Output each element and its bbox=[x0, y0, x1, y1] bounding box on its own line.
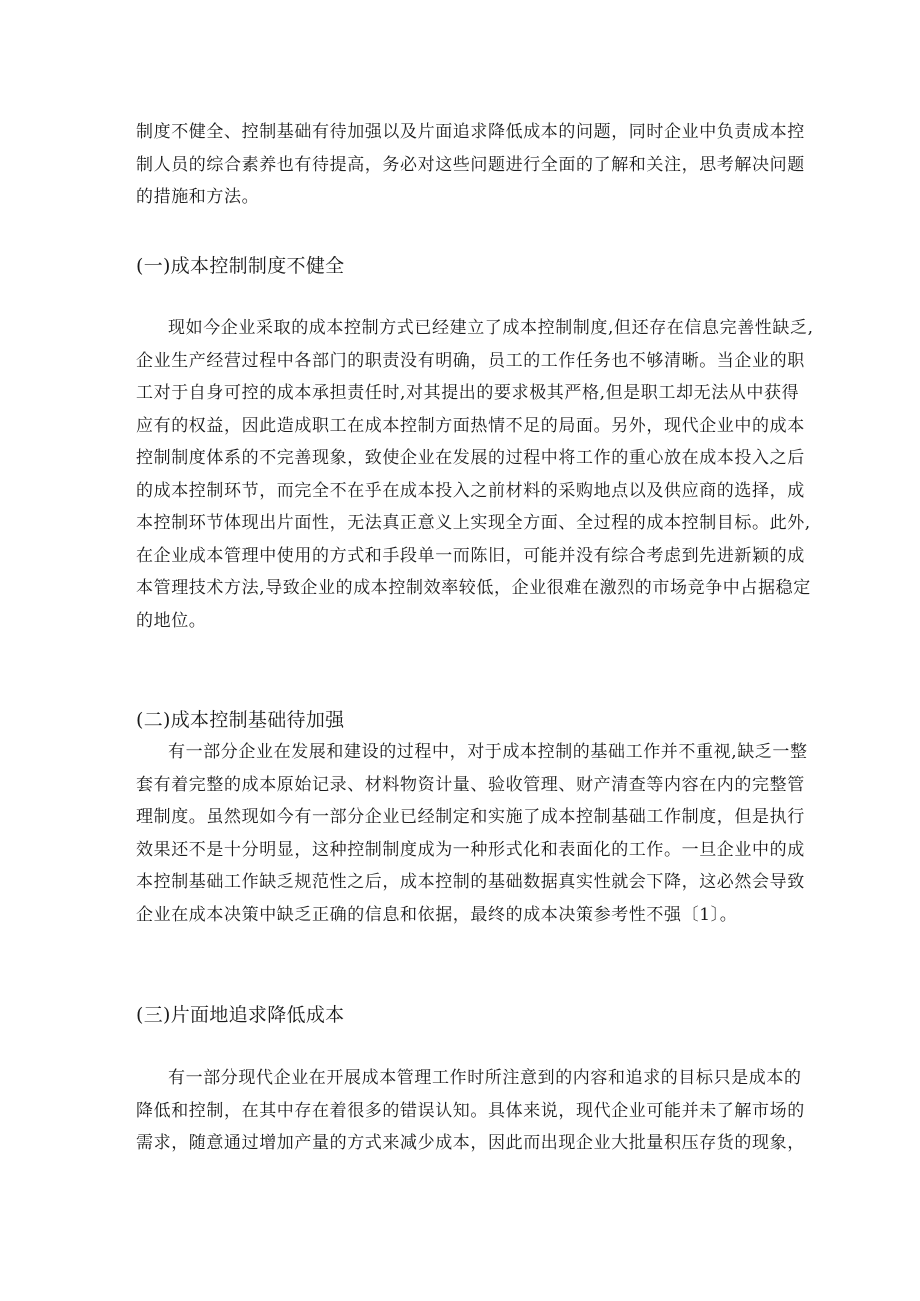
paragraph-line: 需求，随意通过增加产量的方式来减少成本，因此而出现企业大批量积压存货的现象， bbox=[136, 1133, 805, 1153]
paragraph-line: 理制度。虽然现如今有一部分企业已经制定和实施了成本控制基础工作制度，但是执行 bbox=[136, 807, 805, 827]
paragraph-line: 的地位。 bbox=[136, 610, 207, 631]
section-1-paragraph bbox=[136, 312, 814, 637]
paragraph-line: 本控制基础工作缺乏规范性之后，成本控制的基础数据真实性就会下降，这必然会导致 bbox=[136, 872, 805, 892]
section-2-paragraph bbox=[136, 736, 808, 931]
intro-line: 制度不健全、控制基础有待加强以及片面追求降低成本的问题，同时企业中负责成本控 bbox=[136, 122, 805, 142]
paragraph-line: 的成本控制环节，而完全不在乎在成本投入之前材料的采购地点以及供应商的选择，成 bbox=[136, 480, 805, 501]
paragraph-line: 有一部分企业在发展和建设的过程中，对于成本控制的基础工作并不重视,缺乏一整 bbox=[168, 742, 808, 762]
paragraph-line: 本控制环节体现出片面性，无法真正意义上实现全方面、全过程的成本控制目标。此外, bbox=[136, 513, 811, 533]
intro-line: 的措施和方法。 bbox=[136, 187, 260, 207]
paragraph-line: 控制制度体系的不完善现象，致使企业在发展的过程中将工作的重心放在成本投入之后 bbox=[136, 448, 805, 468]
paragraph-line: 有一部分现代企业在开展成本管理工作时所注意到的内容和追求的目标只是成本的 bbox=[168, 1068, 802, 1088]
paragraph-line: 企业生产经营过程中各部门的职责没有明确，员工的工作任务也不够清晰。当企业的职 bbox=[136, 350, 805, 371]
section-3-paragraph bbox=[136, 1062, 805, 1160]
paragraph-line: 企业在成本决策中缺乏正确的信息和依据，最终的成本决策参考性不强〔1〕。 bbox=[136, 904, 738, 925]
intro-line: 制人员的综合素养也有待提高，务必对这些问题进行全面的了解和关注，思考解决问题 bbox=[136, 154, 805, 175]
paragraph-line: 套有着完整的成本原始记录、材料物资计量、验收管理、财产清查等内容在内的完整管 bbox=[136, 774, 805, 795]
paragraph-line: 本管理技术方法,导致企业的成本控制效率较低，企业很难在激烈的市场竞争中占据稳定 bbox=[136, 578, 811, 598]
section-heading-2: (二)成本控制基础待加强 bbox=[136, 709, 345, 731]
paragraph-line: 在企业成本管理中使用的方式和手段单一而陈旧，可能并没有综合考虑到先进新颖的成 bbox=[136, 545, 805, 566]
paragraph-line: 效果还不是十分明显，这种控制制度成为一种形式化和表面化的工作。一旦企业中的成 bbox=[136, 839, 805, 860]
paragraph-line: 应有的权益，因此造成职工在成本控制方面热情不足的局面。另外，现代企业中的成本 bbox=[136, 415, 805, 436]
section-heading-1: (一)成本控制制度不健全 bbox=[136, 255, 345, 277]
paragraph-line: 工对于自身可控的成本承担责任时,对其提出的要求极其严格,但是职工却无法从中获得 bbox=[136, 383, 800, 403]
intro-paragraph bbox=[136, 116, 805, 214]
paragraph-line: 降低和控制，在其中存在着很多的错误认知。具体来说，现代企业可能并未了解市场的 bbox=[136, 1100, 805, 1121]
section-heading-3: (三)片面地追求降低成本 bbox=[136, 1004, 345, 1026]
paragraph-line: 现如今企业采取的成本控制方式已经建立了成本控制制度,但还存在信息完善性缺乏, bbox=[168, 318, 814, 338]
